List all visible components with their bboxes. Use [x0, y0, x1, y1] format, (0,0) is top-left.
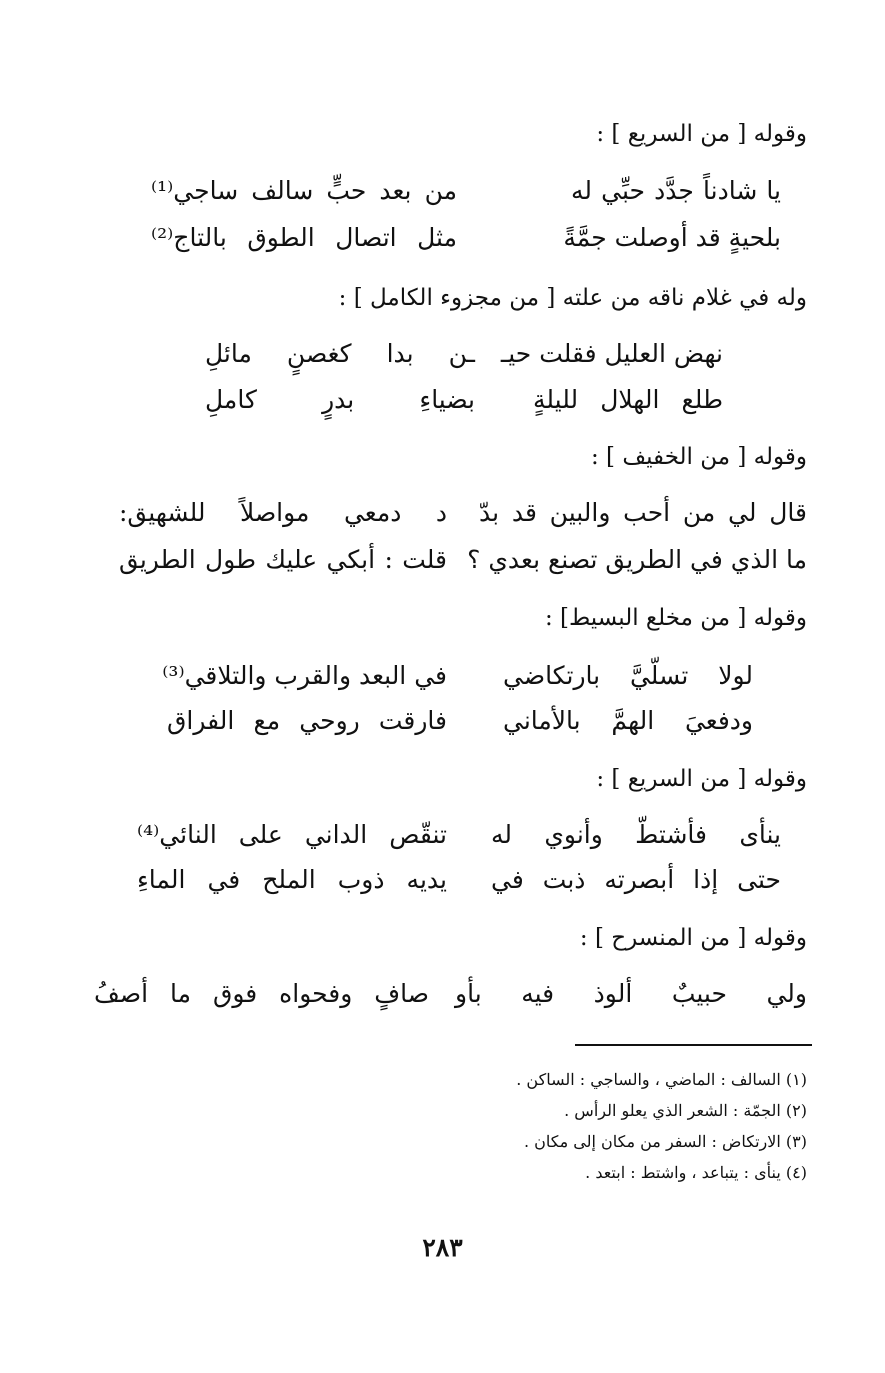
verse-line: [0, 656, 885, 696]
footnote: (٤) ينأى : يتباعد ، واشتط : ابتعد .: [585, 1163, 807, 1182]
second-hemistich: د دمعي مواصلاً للشهيق:: [119, 498, 447, 527]
footnote: (٢) الجمّة : الشعر الذي يعلو الرأس .: [564, 1101, 807, 1120]
verse-line: [0, 218, 885, 258]
second-hemistich: من بعد حبٍّ سالف ساجي⁽¹⁾: [151, 176, 457, 205]
second-hemistich: يديه ذوب الملح في الماءِ: [137, 865, 447, 894]
first-hemistich: بلحيةٍ قد أوصلت جمَّةً: [563, 223, 781, 252]
second-hemistich: في البعد والقرب والتلاقي⁽³⁾: [162, 661, 447, 690]
first-hemistich: ما الذي في الطريق تصنع بعدي ؟: [467, 545, 807, 574]
second-hemistich: ـن بدا كغصنٍ مائلِ: [205, 339, 475, 368]
first-hemistich: لولا تسلّيَّ بارتكاضي: [503, 661, 753, 690]
second-hemistich: صافٍ وفحواه فوق ما أصفُ: [94, 979, 429, 1008]
second-hemistich: فارقت روحي مع الفراق: [167, 706, 447, 735]
poem-heading: وقوله [ من المنسرح ] :: [579, 925, 807, 951]
verse-line: [0, 380, 885, 420]
footnote: (٣) الارتكاض : السفر من مكان إلى مكان .: [523, 1132, 807, 1151]
poem-heading: وله في غلام ناقه من علته [ من مجزوء الكامل ] :: [338, 285, 807, 311]
verse-line: [0, 540, 885, 580]
first-hemistich: ينأى فأشتطّ وأنوي له: [491, 820, 781, 849]
poem-heading: وقوله [ من السريع ] :: [596, 766, 807, 792]
first-hemistich: حتى إذا أبصرته ذبت في: [491, 865, 781, 894]
footnote: (١) السالف : الماضي ، والساجي : الساكن .: [516, 1070, 807, 1089]
first-hemistich: ولي حبيبٌ ألوذ فيه بأو: [455, 979, 807, 1008]
poem-heading: وقوله [ من الخفيف ] :: [590, 444, 807, 470]
verse-line: [0, 974, 885, 1014]
first-hemistich: يا شادناً جدَّد حبِّي له: [571, 176, 781, 205]
first-hemistich: ودفعيَ الهمَّ بالأماني: [503, 706, 753, 735]
poem-heading: وقوله [ من مخلع البسيط] :: [544, 605, 807, 631]
second-hemistich: تنقّص الداني على النائي⁽⁴⁾: [137, 820, 447, 849]
first-hemistich: نهض العليل فقلت حيـ: [500, 339, 723, 368]
verse-line: [0, 701, 885, 741]
verse-line: [0, 493, 885, 533]
verse-line: [0, 334, 885, 374]
verse-line: [0, 815, 885, 855]
first-hemistich: قال لي من أحب والبين قد بدّ: [479, 498, 807, 527]
poem-heading: وقوله [ من السريع ] :: [596, 121, 807, 147]
second-hemistich: قلت : أبكي عليك طول الطريق: [119, 545, 447, 574]
verse-line: [0, 171, 885, 211]
first-hemistich: طلع الهلال لليلةٍ: [533, 385, 723, 414]
second-hemistich: بضياءِ بدرٍ كاملِ: [205, 385, 475, 414]
footnote-separator: [575, 1044, 812, 1046]
verse-line: [0, 860, 885, 900]
second-hemistich: مثل اتصال الطوق بالتاج⁽²⁾: [151, 223, 457, 252]
page-number: ٢٨٣: [422, 1233, 463, 1262]
